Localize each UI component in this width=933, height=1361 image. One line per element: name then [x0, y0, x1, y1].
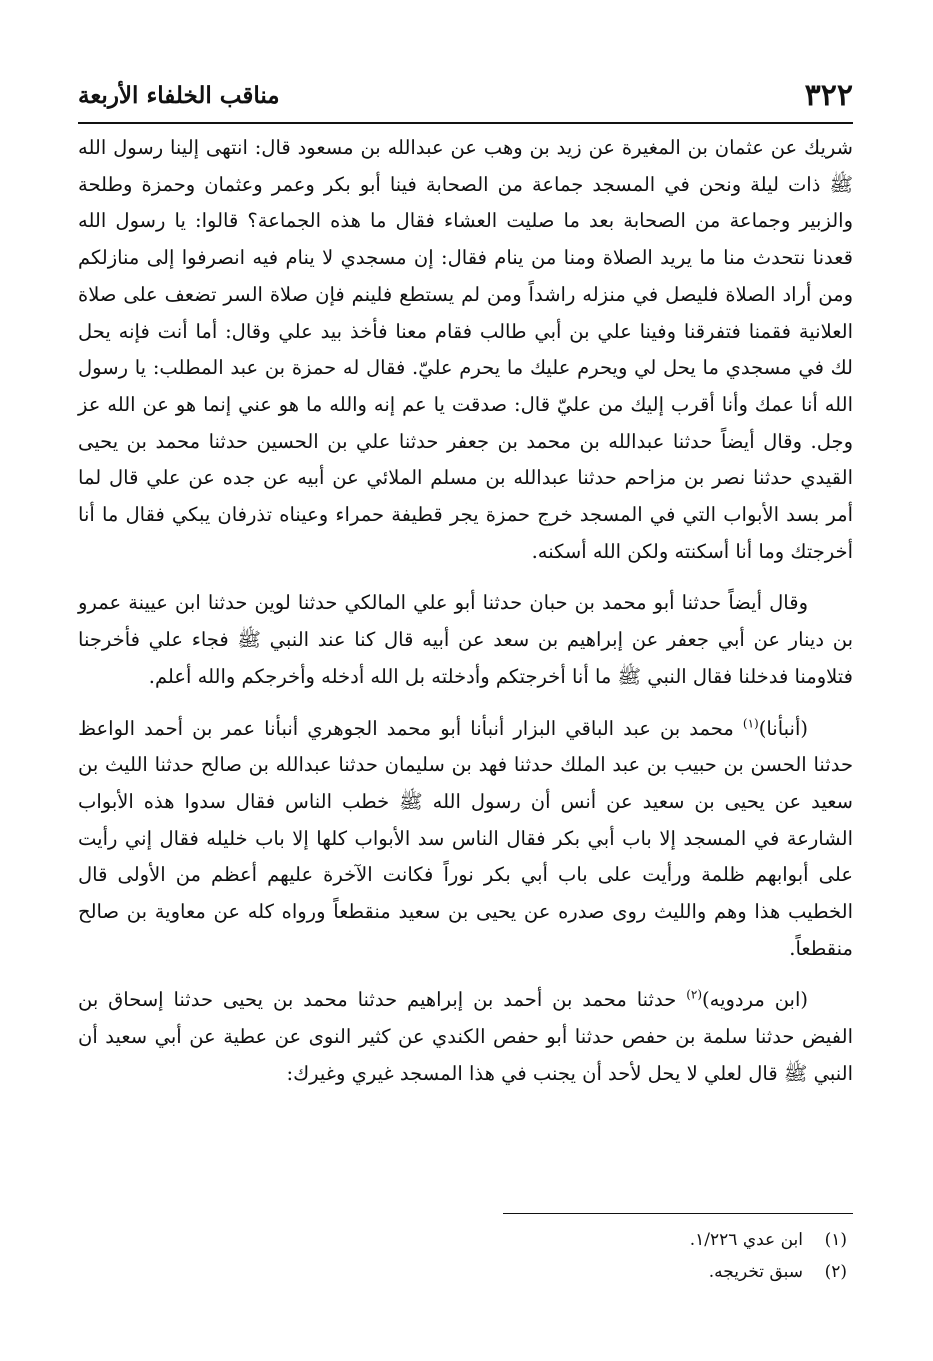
page-number: ٣٢٢ [804, 77, 853, 113]
paragraph-4-source: (ابن مردويه) [702, 988, 809, 1012]
footnote-ref-1[interactable]: (١) [742, 716, 759, 731]
footnote-1-text: ابن عدي ١/٢٢٦. [689, 1230, 803, 1250]
page-header [78, 70, 853, 120]
footnote-2-number: (٢) [824, 1262, 847, 1282]
footnote-1 [78, 1224, 853, 1256]
footnote-rule [503, 1213, 853, 1214]
footnote-2-text: سبق تخريجه. [708, 1262, 803, 1282]
header-rule [78, 122, 853, 124]
paragraph-4 [78, 982, 853, 1092]
footnotes [78, 1224, 853, 1288]
paragraph-1 [78, 130, 853, 570]
paragraph-3-source: (أنبأنا) [758, 716, 808, 740]
main-text [78, 130, 853, 1108]
paragraph-3 [78, 711, 853, 968]
running-title: مناقب الخلفاء الأربعة [78, 81, 280, 109]
paragraph-2-text: وقال أيضاً حدثنا أبو محمد بن حبان حدثنا أبو علي المالكي حدثنا لوين حدثنا ابن عيينة عمرو بن دينار عن أبي جعفر عن إبراهيم بن سعد عن أبيه قال كنا عند النبي ﷺ فجاء علي فأخرجنا فتلاومنا فدخلنا فقال النبي ﷺ ما أنا أخرجتكم وأدخلته بل الله أدخله وأخرجكم والله أعلم. [78, 591, 853, 688]
paragraph-2 [78, 585, 853, 695]
footnote-2 [78, 1256, 853, 1288]
footnote-ref-2[interactable]: (٢) [686, 987, 703, 1002]
footnote-1-number: (١) [824, 1230, 847, 1250]
paragraph-3-text: محمد بن عبد الباقي البزار أنبأنا أبو محمد الجوهري أنبأنا عمر بن أحمد الواعظ حدثنا الحسن بن حبيب بن عبد الملك حدثنا فهد بن سليمان حدثنا عبدالله بن صالح حدثنا الليث بن سعيد عن يحيى بن سعيد عن أنس أن رسول الله ﷺ خطب الناس فقال سدوا هذه الأبواب الشارعة في المسجد إلا باب أبي بكر فقال الناس سد الأبواب كلها إلا باب خليله فقال إني رأيت على أبوابهم ظلمة ورأيت على باب أبي بكر نوراً فكانت الآخرة عليهم أعظم من الأولى قال الخطيب هذا وهم والليث روى صدره عن يحيى بن سعيد منقطعاً ورواه كله عن معاوية بن صالح منقطعاً. [78, 716, 853, 960]
paragraph-4-text: حدثنا محمد بن أحمد بن إبراهيم حدثنا محمد بن يحيى حدثنا إسحاق بن الفيض حدثنا سلمة بن حفص حدثنا أبو حفص الكندي عن كثير النوى عن عطية عن أبي سعيد أن النبي ﷺ قال لعلي لا يحل لأحد أن يجنب في هذا المسجد غيري وغيرك: [78, 988, 853, 1085]
paragraph-1-text: شريك عن عثمان بن المغيرة عن زيد بن وهب عن عبدالله بن مسعود قال: انتهى إلينا رسول الله ﷺ ذات ليلة ونحن في المسجد جماعة من الصحابة فينا أبو بكر وعمر وعثمان وحمزة وطلحة والزبير وجماعة من الصحابة بعد ما صليت العشاء فقال ما هذه الجماعة؟ قالوا: يا رسول الله قعدنا نتحدث منا ما يريد الصلاة ومنا من ينام فقال: إن مسجدي لا ينام فيه انصرفوا إلى منازلكم ومن أراد الصلاة فليصل في منزله راشداً ومن لم يستطع فلينم فإن صلاة السر تضعف على صلاة العلانية فقمنا فتفرقنا وفينا علي بن أبي طالب فقام معنا فأخذ بيد علي وقال: أما أنت فإنه يحل لك في مسجدي ما يحل لي ويحرم عليك ما يحرم عليّ. فقال له حمزة بن عبد المطلب: يا رسول الله أنا عمك وأنا أقرب إليك من عليّ قال: صدقت يا عم إنه والله ما هو عني إنما هو عن الله عز وجل. وقال أيضاً حدثنا عبدالله بن محمد بن جعفر حدثنا علي بن الحسين حدثنا محمد بن يحيى القيدي حدثنا نصر بن مزاحم حدثنا عبدالله بن مسلم الملائي عن أبيه عن جده عن علي قال لما أمر بسد الأبواب التي في المسجد خرج حمزة يجر قطيفة حمراء وعيناه تذرفان يبكي فقال ما أنا أخرجتك وما أنا أسكنته ولكن الله أسكنه. [78, 136, 853, 563]
